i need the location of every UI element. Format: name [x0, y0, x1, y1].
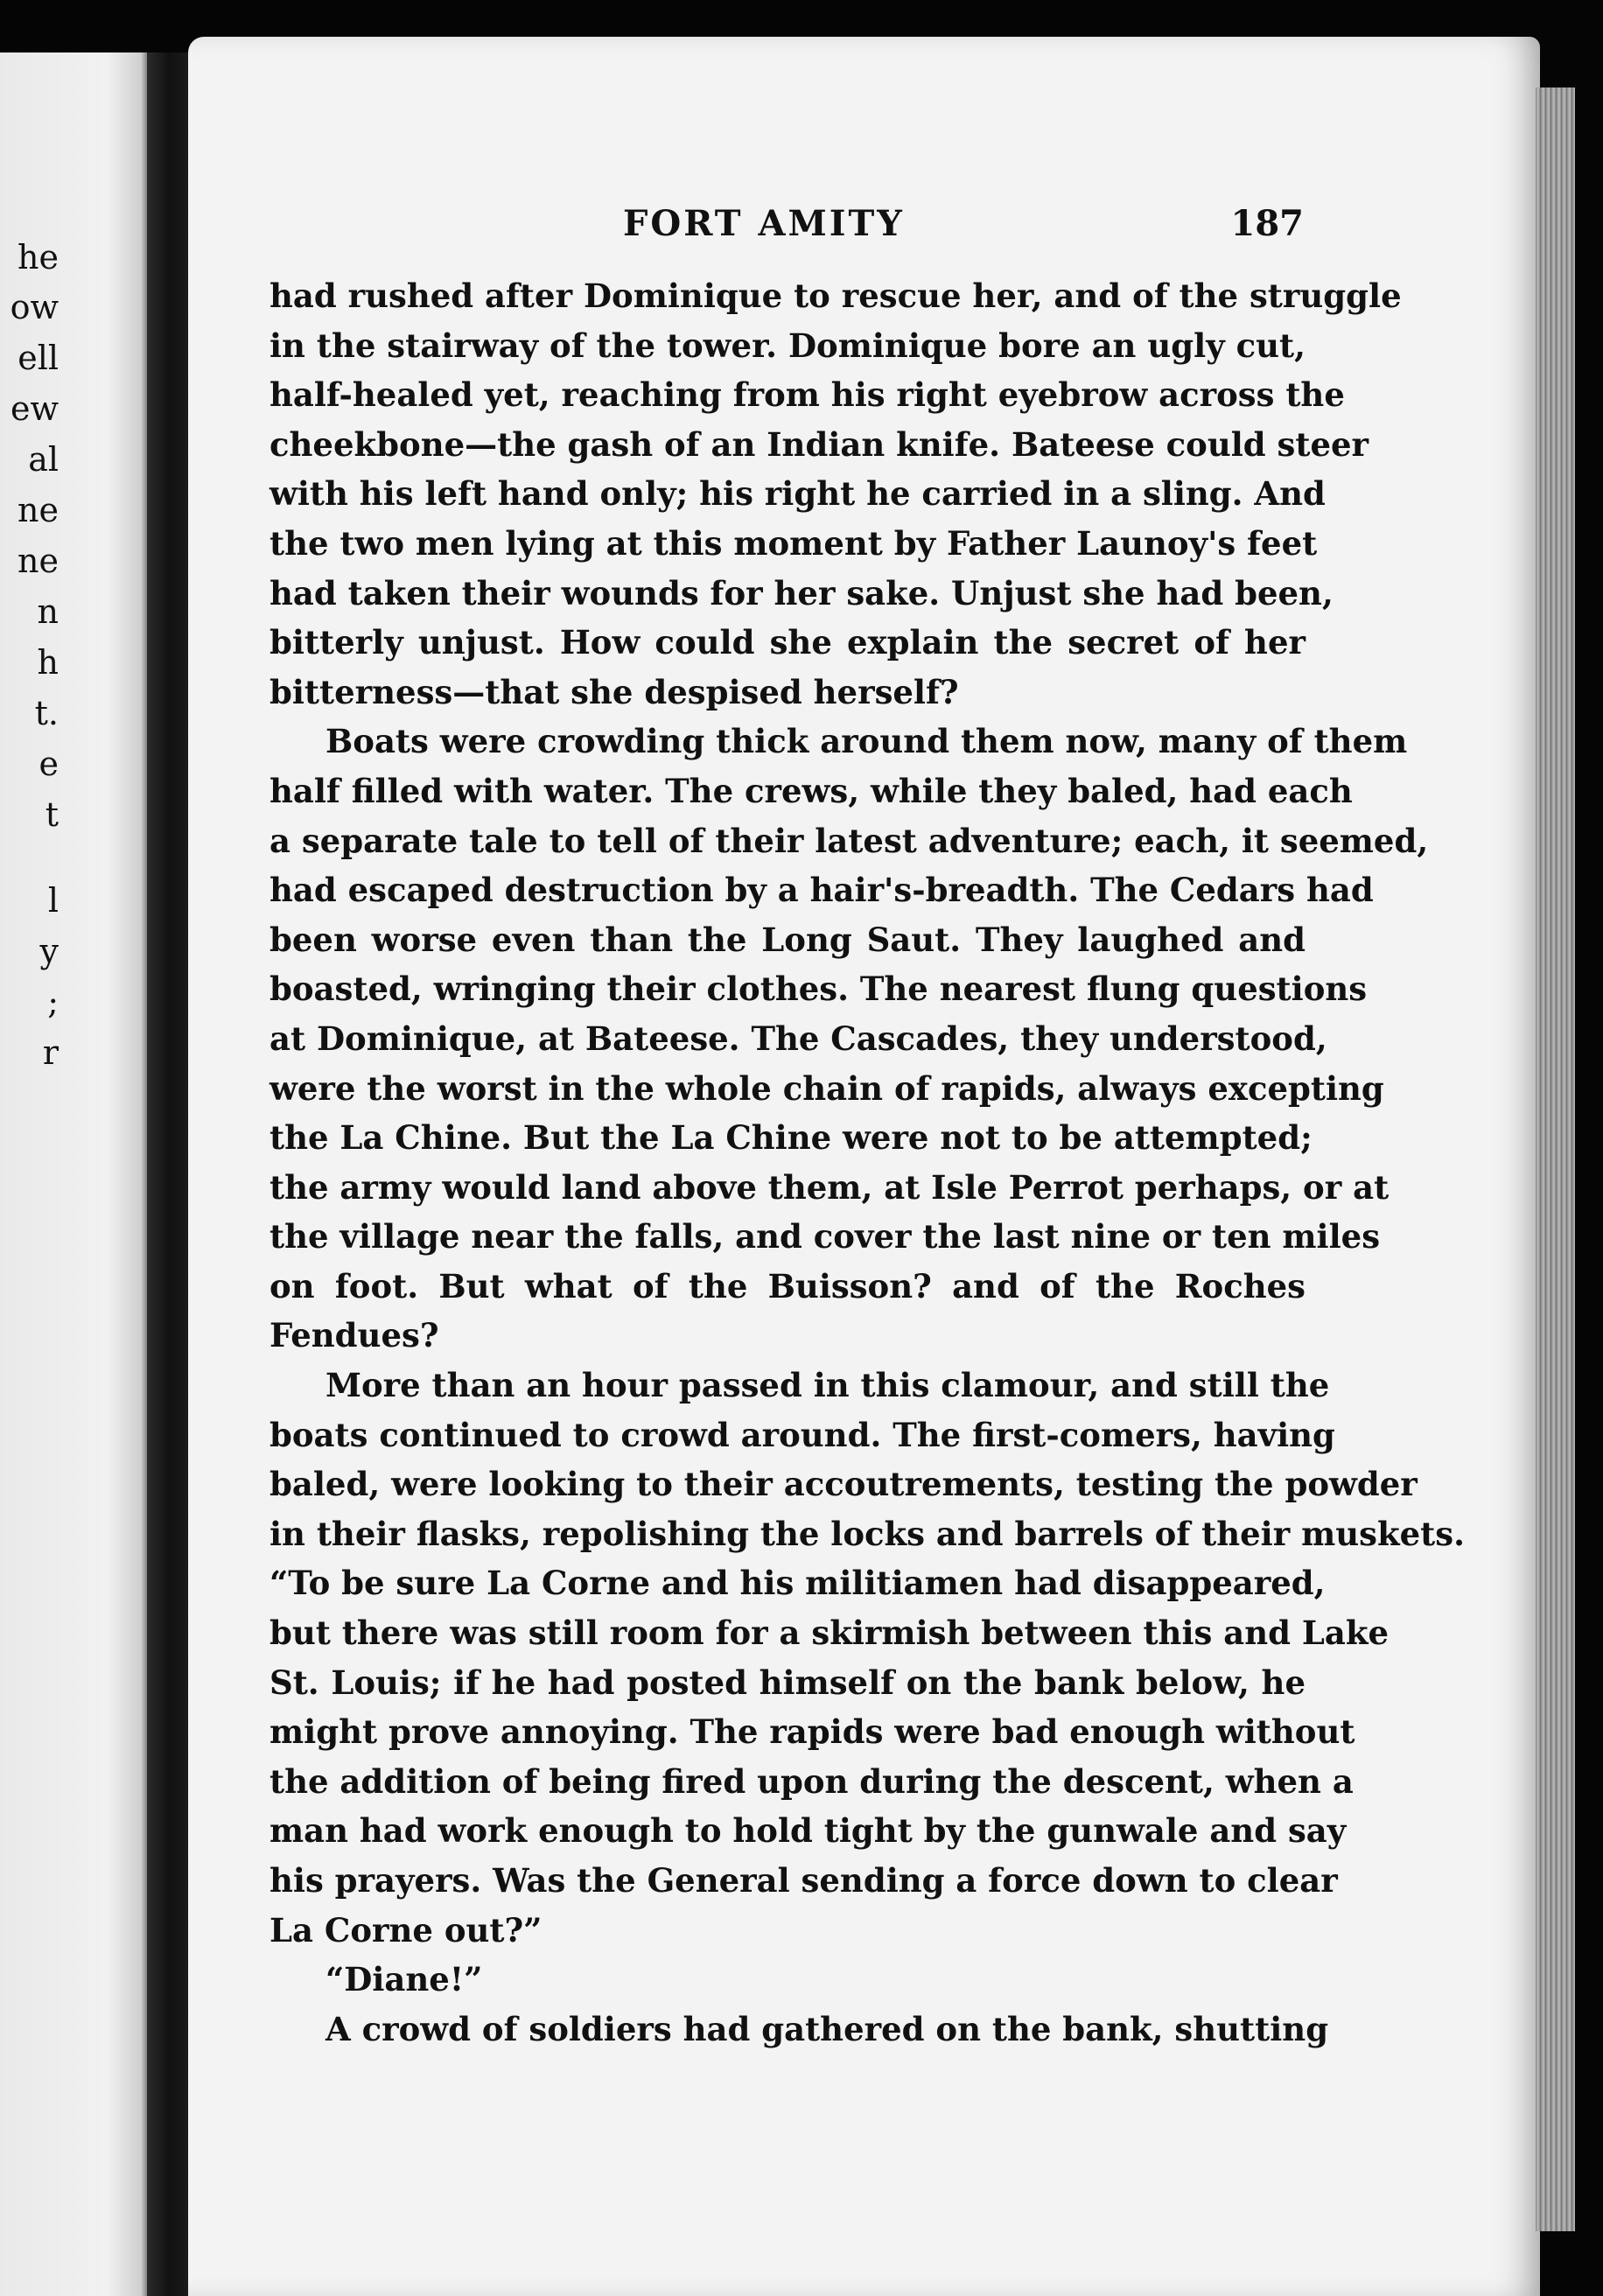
running-head: FORT AMITY — [623, 203, 905, 244]
text-line: with his left hand only; his right he carried in a sling. And — [270, 474, 1326, 514]
paragraph — [270, 271, 1402, 717]
text-line: might prove annoying. The rapids were bad enough without — [270, 1712, 1355, 1752]
text-line: half-healed yet, reaching from his right eyebrow across the — [270, 375, 1345, 415]
text-line: at Dominique, at Bateese. The Cascades, they understood, — [270, 1018, 1327, 1058]
page-edges-stack — [1536, 88, 1575, 2231]
text-line: in their flasks, repolishing the locks and barrels of their muskets. — [270, 1514, 1465, 1553]
paragraph — [270, 1361, 1465, 1955]
text-line: the two men lying at this moment by Father Launoy's feet — [270, 523, 1318, 563]
text-line: half filled with water. The crews, while they baled, had each — [270, 771, 1353, 810]
text-line: More than an hour passed in this clamour, and still the — [326, 1366, 1330, 1405]
text-line: the army would land above them, at Isle Perrot perhaps, or at — [270, 1167, 1390, 1207]
left-page-fragment: ell — [18, 339, 59, 377]
paragraph — [270, 1955, 1306, 2005]
left-page-fragment: ne — [18, 542, 59, 580]
left-page-fragment: e — [38, 745, 59, 783]
page-number: 187 — [1230, 203, 1304, 244]
paragraph — [270, 717, 1429, 1361]
left-page-fragment: ; — [47, 983, 59, 1021]
left-page-fragment: t. — [34, 694, 59, 732]
left-page-fragment: n — [37, 592, 59, 631]
text-line: but there was still room for a skirmish between this and Lake — [270, 1614, 1390, 1653]
text-line: A crowd of soldiers had gathered on the bank, shutting — [326, 2009, 1329, 2048]
text-line: boasted, wringing their clothes. The nearest flung questions — [270, 970, 1368, 1009]
text-line: had rushed after Dominique to rescue her, and of the struggle — [270, 276, 1402, 315]
text-line: cheekbone—the gash of an Indian knife. Bateese could steer — [270, 424, 1369, 464]
text-line: “Diane!” — [326, 1960, 483, 1999]
body-text — [270, 271, 1465, 2054]
text-line: in the stairway of the tower. Dominique bore an ugly cut, — [270, 326, 1306, 365]
text-line: had escaped destruction by a hair's-breadth. The Cedars had — [270, 871, 1374, 910]
left-page-fragment: r — [42, 1033, 59, 1072]
text-line: had taken their wounds for her sake. Unjust she had been, — [270, 573, 1334, 612]
left-page-fragment: al — [28, 440, 59, 479]
left-page-fragment: l — [47, 881, 59, 920]
text-line: were the worst in the whole chain of rapids, always excepting — [270, 1068, 1384, 1108]
book-gutter — [147, 52, 191, 2296]
left-page-fragment: ne — [18, 491, 59, 529]
text-line: St. Louis; if he had posted himself on the bank below, he — [270, 1662, 1306, 1702]
text-line: bitterness—that she despised herself? — [270, 672, 959, 711]
left-page-fragment: h — [37, 643, 59, 682]
text-line: a separate tale to tell of their latest adventure; each, it seemed, — [270, 821, 1429, 860]
text-line: the La Chine. But the La Chine were not to be attempted; — [270, 1118, 1312, 1158]
left-page-fragment: ew — [10, 389, 59, 428]
text-line: Fendues? — [270, 1316, 439, 1355]
left-page-fragment: y — [39, 932, 59, 970]
text-line: on foot. But what of the Buisson? and of the Roches — [270, 1266, 1306, 1306]
text-line: boats continued to crowd around. The first-comers, having — [270, 1415, 1335, 1454]
text-line: baled, were looking to their accoutrements, testing the powder — [270, 1465, 1418, 1504]
paragraph — [270, 2005, 1329, 2054]
text-line: bitterly unjust. How could she explain the secret of her — [270, 623, 1306, 662]
text-line: been worse even than the Long Saut. They laughed and — [270, 920, 1306, 959]
left-page-fragment: he — [18, 238, 59, 276]
left-page-fragment: t — [45, 795, 59, 834]
left-page-fragment: ow — [10, 288, 59, 326]
text-line: man had work enough to hold tight by the gunwale and say — [270, 1811, 1347, 1851]
text-line: his prayers. Was the General sending a force down to clear — [270, 1861, 1338, 1900]
left-page-edge — [0, 52, 153, 2296]
text-line: the village near the falls, and cover the last nine or ten miles — [270, 1217, 1381, 1256]
text-line: the addition of being fired upon during the descent, when a — [270, 1761, 1354, 1801]
text-line: “To be sure La Corne and his militiamen had disappeared, — [270, 1564, 1326, 1603]
page-header — [271, 203, 1304, 256]
text-line: Boats were crowding thick around them now, many of them — [326, 722, 1408, 761]
text-line: La Corne out?” — [270, 1910, 542, 1950]
